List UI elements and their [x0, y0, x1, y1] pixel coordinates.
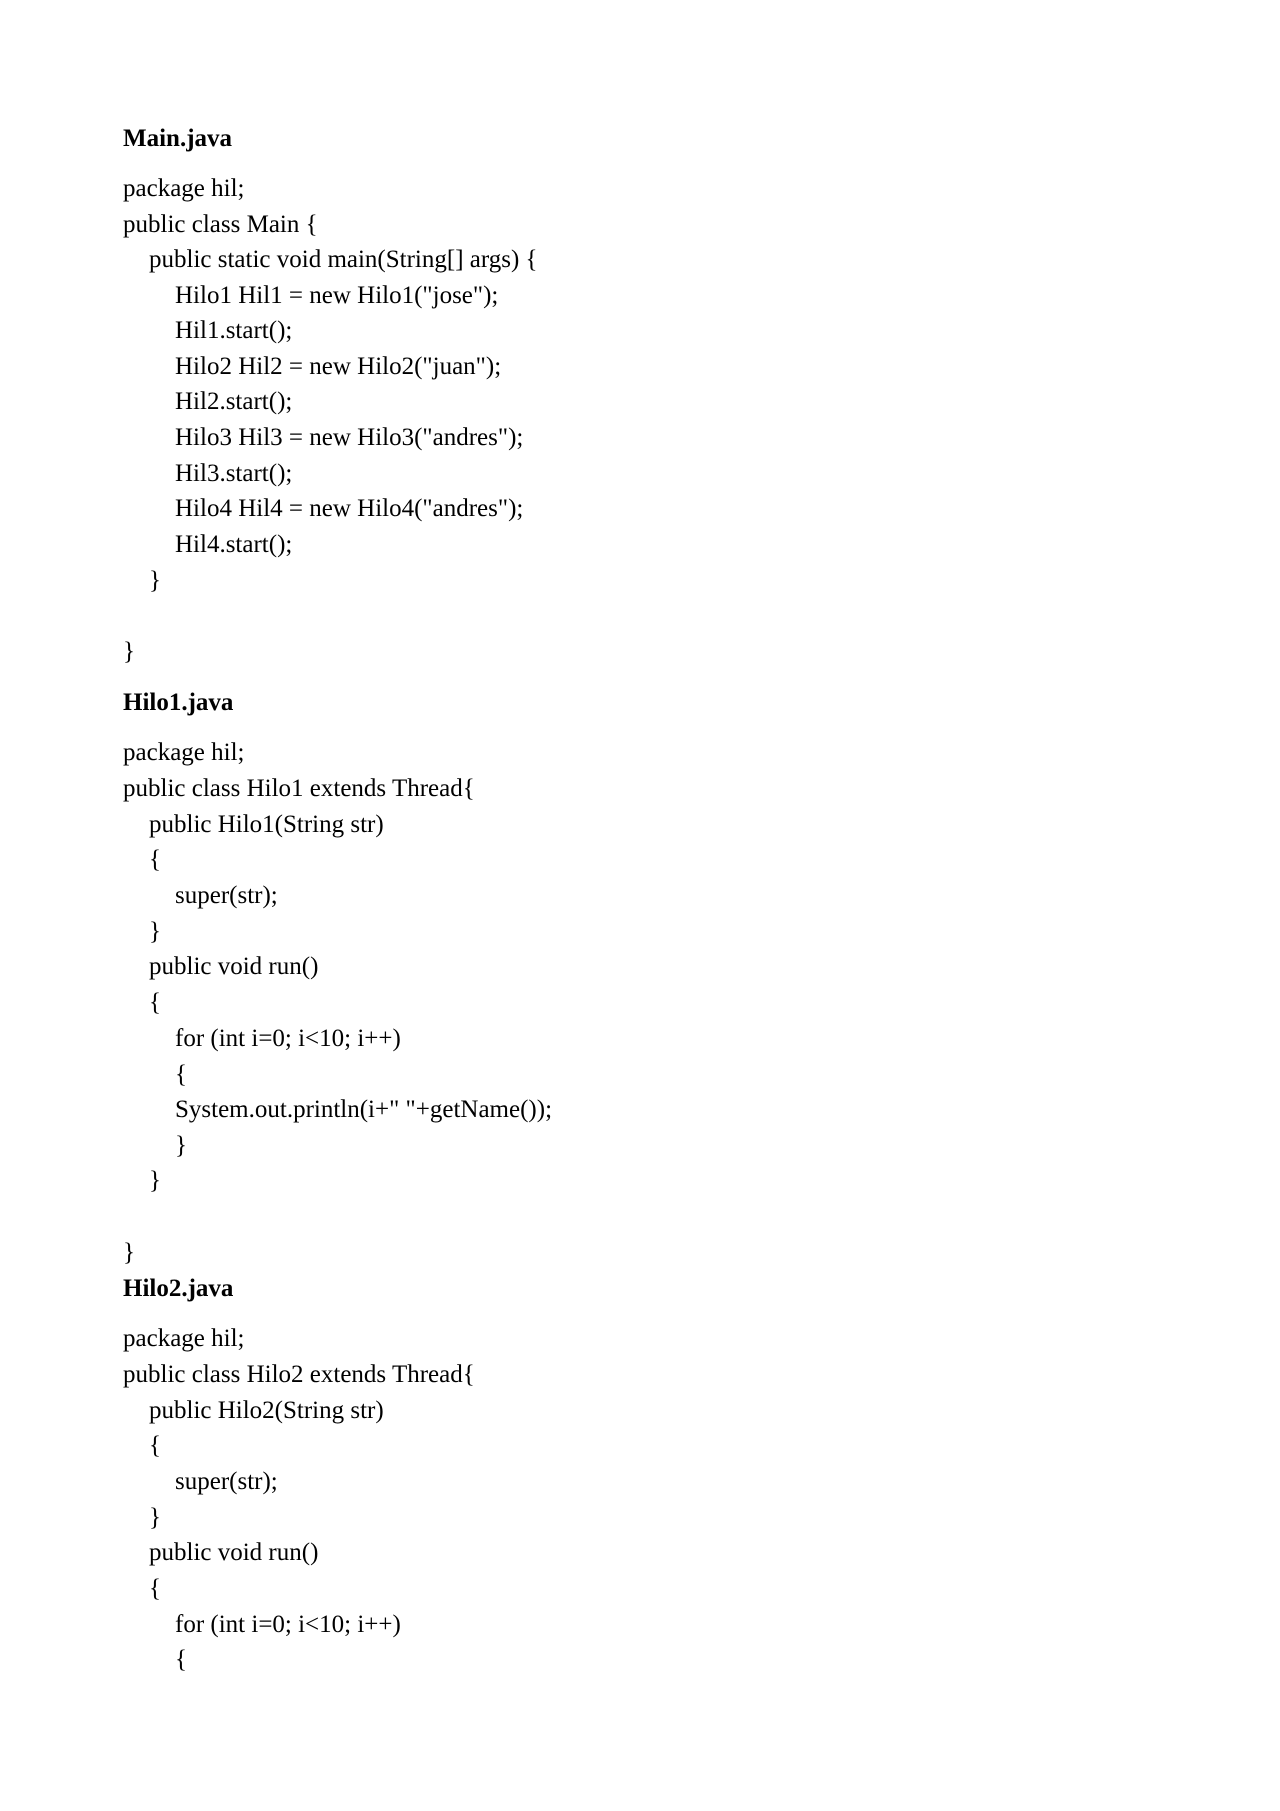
section-heading-hilo1: Hilo1.java [123, 689, 234, 716]
code-line: } [149, 918, 161, 945]
code-line: } [149, 1167, 161, 1194]
code-line: public void run() [149, 1539, 319, 1566]
code-line: Hilo3 Hil3 = new Hilo3("andres"); [175, 424, 524, 451]
code-line: { [149, 1575, 161, 1602]
code-line: { [175, 1646, 187, 1673]
code-line: { [149, 846, 161, 873]
code-line: Hilo4 Hil4 = new Hilo4("andres"); [175, 495, 524, 522]
code-line: public class Hilo2 extends Thread{ [123, 1361, 475, 1388]
code-line: Hil1.start(); [175, 317, 293, 344]
code-line: } [123, 638, 135, 665]
code-line: for (int i=0; i<10; i++) [175, 1025, 401, 1052]
code-line: Hil4.start(); [175, 531, 293, 558]
code-line: public void run() [149, 953, 319, 980]
code-line: for (int i=0; i<10; i++) [175, 1611, 401, 1638]
section-heading-main: Main.java [123, 125, 233, 152]
code-line: public Hilo1(String str) [149, 811, 384, 838]
code-line: { [175, 1061, 187, 1088]
code-line: public static void main(String[] args) { [149, 246, 538, 273]
code-line: package hil; [123, 175, 245, 202]
section-heading-hilo2: Hilo2.java [123, 1275, 234, 1302]
code-line: public class Main { [123, 211, 318, 238]
code-line: } [149, 567, 161, 594]
code-line: { [149, 989, 161, 1016]
code-line: } [175, 1132, 187, 1159]
code-line: { [149, 1432, 161, 1459]
code-line: Hil3.start(); [175, 460, 293, 487]
code-line: } [149, 1504, 161, 1531]
code-line: super(str); [175, 1468, 278, 1495]
code-line: Hil2.start(); [175, 388, 293, 415]
code-line: super(str); [175, 882, 278, 909]
code-line: package hil; [123, 1325, 245, 1352]
code-line: } [123, 1239, 135, 1266]
code-line: public class Hilo1 extends Thread{ [123, 775, 475, 802]
code-line: public Hilo2(String str) [149, 1397, 384, 1424]
code-line: Hilo1 Hil1 = new Hilo1("jose"); [175, 282, 499, 309]
code-line: package hil; [123, 739, 245, 766]
code-line: System.out.println(i+" "+getName()); [175, 1096, 553, 1123]
code-line: Hilo2 Hil2 = new Hilo2("juan"); [175, 353, 502, 380]
